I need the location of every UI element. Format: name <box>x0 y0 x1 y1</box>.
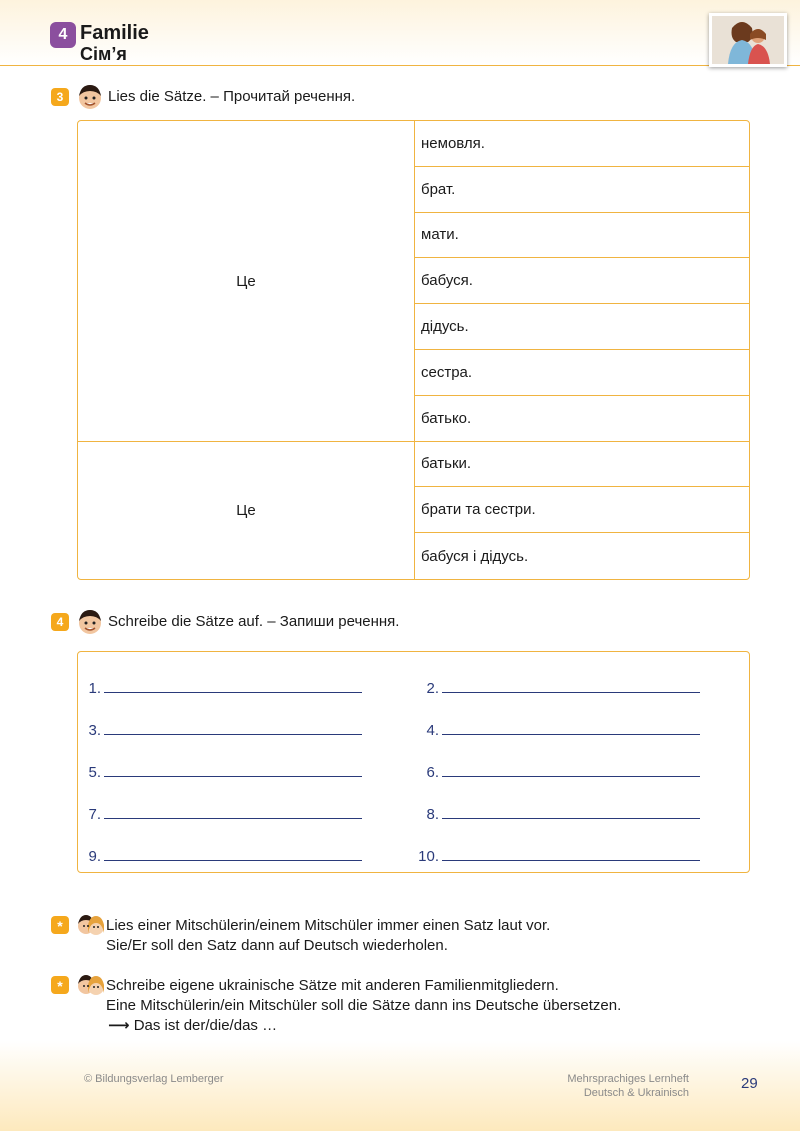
answer-rule[interactable] <box>104 692 362 693</box>
table-cell: брат. <box>415 167 750 213</box>
sentence-table <box>77 120 750 580</box>
writing-line-1[interactable] <box>78 680 362 697</box>
example-sentence: Das ist der/die/das … <box>133 1017 278 1034</box>
series-line-2: Deutsch & Ukrainisch <box>583 1087 689 1099</box>
table-cell: дідусь. <box>415 304 750 350</box>
writing-line-8[interactable] <box>416 806 700 823</box>
table-cell: немовля. <box>415 121 750 167</box>
answer-rule[interactable] <box>104 734 362 735</box>
series-line-1: Mehrsprachiges Lernheft <box>567 1073 689 1085</box>
table-subject-column <box>78 121 415 579</box>
line-number: 1. <box>88 680 101 697</box>
writing-line-9[interactable] <box>78 848 362 865</box>
line-number: 9. <box>88 848 101 865</box>
table-cell: бабуся. <box>415 258 750 304</box>
writing-line-7[interactable] <box>78 806 362 823</box>
table-cell: батьки. <box>415 442 750 488</box>
writing-line-6[interactable] <box>416 764 700 781</box>
writing-area <box>77 651 750 873</box>
copyright-text: © Bildungsverlag Lemberger <box>84 1073 224 1085</box>
chapter-number-badge: 4 <box>50 22 76 48</box>
extra-task-2-line-2: Eine Mitschülerin/ein Mitschüler soll die Sätze dann ins Deutsche übersetzen. <box>106 997 622 1014</box>
extra-task-star-1: * <box>51 916 69 934</box>
line-number: 3. <box>88 722 101 739</box>
extra-task-1-line-1: Lies einer Mitschülerin/einem Mitschüler immer einen Satz laut vor. <box>106 917 551 934</box>
child-face-icon <box>76 83 104 111</box>
table-cell: сестра. <box>415 350 750 396</box>
page-number: 29 <box>741 1075 758 1092</box>
task-3-instruction: Lies die Sätze. – Прочитай речення. <box>108 88 356 105</box>
family-photo-icon <box>712 16 784 64</box>
chapter-title-ukrainian: Сім’я <box>80 44 127 64</box>
chapter-title-german: Familie <box>80 22 149 44</box>
extra-task-star-2: * <box>51 976 69 994</box>
table-predicate-column <box>415 121 750 579</box>
answer-rule[interactable] <box>442 860 700 861</box>
table-cell: брати та сестри. <box>415 487 750 533</box>
line-number: 6. <box>426 764 439 781</box>
answer-rule[interactable] <box>442 692 700 693</box>
arrow-right-icon: ⟶ <box>108 1017 130 1034</box>
line-number: 10. <box>418 848 439 865</box>
child-face-icon <box>76 608 104 636</box>
line-number: 2. <box>426 680 439 697</box>
writing-line-2[interactable] <box>416 680 700 697</box>
line-number: 4. <box>426 722 439 739</box>
answer-rule[interactable] <box>442 818 700 819</box>
writing-line-10[interactable] <box>416 848 700 865</box>
line-number: 8. <box>426 806 439 823</box>
task-3-number: 3 <box>51 88 69 106</box>
line-number: 7. <box>88 806 101 823</box>
answer-rule[interactable] <box>442 776 700 777</box>
table-cell: батько. <box>415 396 750 442</box>
task-4-number: 4 <box>51 613 69 631</box>
group-label-plural: Це <box>236 501 256 519</box>
table-cell: бабуся і дідусь. <box>421 547 529 565</box>
pair-faces-icon <box>76 972 106 1000</box>
writing-line-4[interactable] <box>416 722 700 739</box>
group-label-singular: Це <box>236 272 256 290</box>
extra-task-1-line-2: Sie/Er soll den Satz dann auf Deutsch wiederholen. <box>106 937 448 954</box>
answer-rule[interactable] <box>442 734 700 735</box>
answer-rule[interactable] <box>104 776 362 777</box>
series-info <box>540 1072 689 1100</box>
pair-faces-icon <box>76 912 106 940</box>
answer-rule[interactable] <box>104 860 362 861</box>
answer-rule[interactable] <box>104 818 362 819</box>
task-4-instruction: Schreibe die Sätze auf. – Запиши речення. <box>108 613 400 630</box>
line-number: 5. <box>88 764 101 781</box>
family-photo <box>709 13 787 67</box>
extra-task-2-line-1: Schreibe eigene ukrainische Sätze mit anderen Familienmitgliedern. <box>106 977 559 994</box>
writing-line-5[interactable] <box>78 764 362 781</box>
writing-line-3[interactable] <box>78 722 362 739</box>
table-cell: мати. <box>415 213 750 259</box>
example-line <box>108 1016 277 1036</box>
